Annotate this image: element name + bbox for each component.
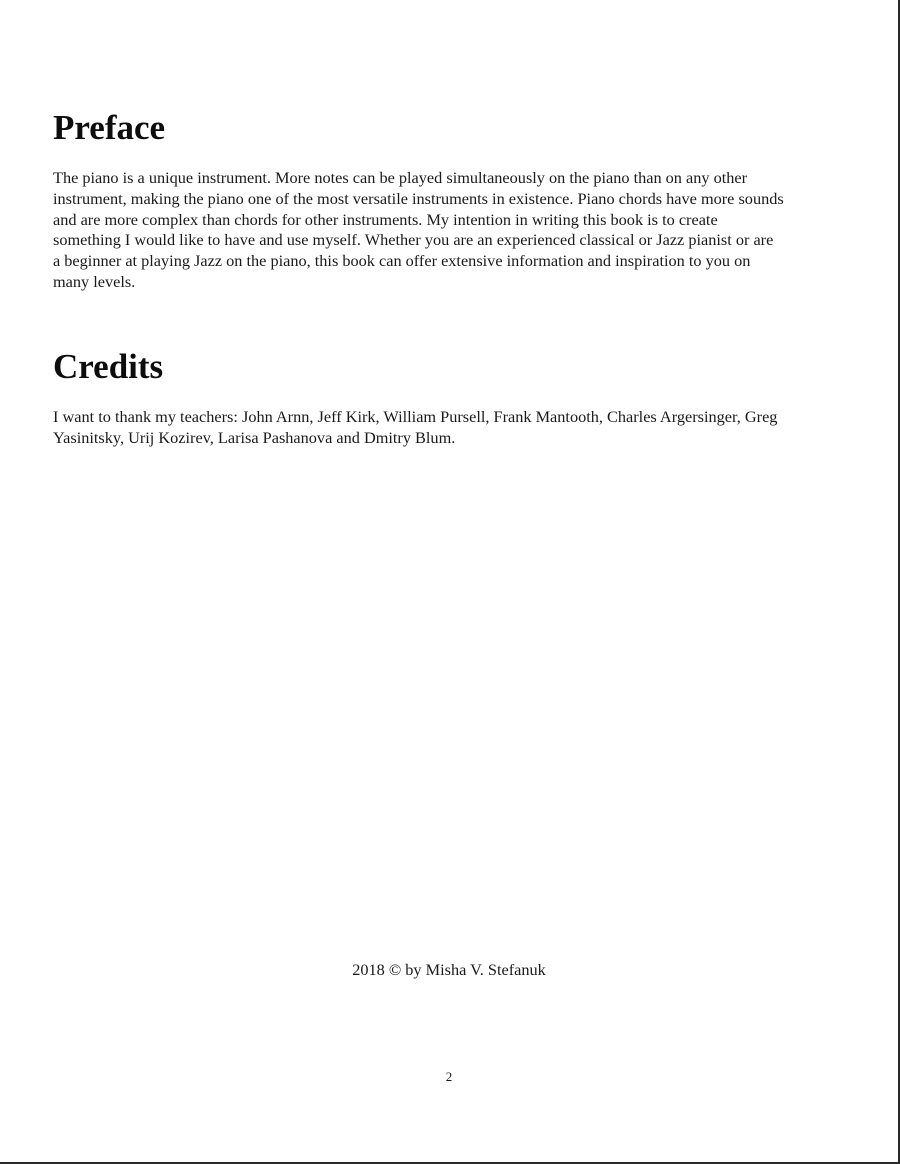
credits-line: I want to thank my teachers: John Arnn, Jeff Kirk, William Pursell, Frank Mantooth, Charles Argersinger, Greg <box>53 407 778 426</box>
copyright-notice: 2018 © by Misha V. Stefanuk <box>352 960 546 979</box>
preface-line: The piano is a unique instrument. More notes can be played simultaneously on the piano than on any other <box>53 168 748 187</box>
credits-line: Yasinitsky, Urij Kozirev, Larisa Pashanova and Dmitry Blum. <box>53 427 456 447</box>
preface-paragraph <box>53 168 853 293</box>
preface-line: instrument, making the piano one of the most versatile instruments in existence. Piano chords have more sounds <box>53 188 784 208</box>
preface-line: something I would like to have and use myself. Whether you are an experienced classical or Jazz pianist or are <box>53 230 774 250</box>
preface-heading: Preface <box>53 108 166 147</box>
preface-line: and are more complex than chords for other instruments. My intention in writing this book is to create <box>53 209 718 229</box>
preface-line: a beginner at playing Jazz on the piano, this book can offer extensive information and inspiration to you on <box>53 251 751 271</box>
credits-paragraph <box>53 407 853 449</box>
credits-heading: Credits <box>53 347 164 386</box>
preface-line: many levels. <box>53 271 136 291</box>
page-number: 2 <box>445 1069 453 1084</box>
